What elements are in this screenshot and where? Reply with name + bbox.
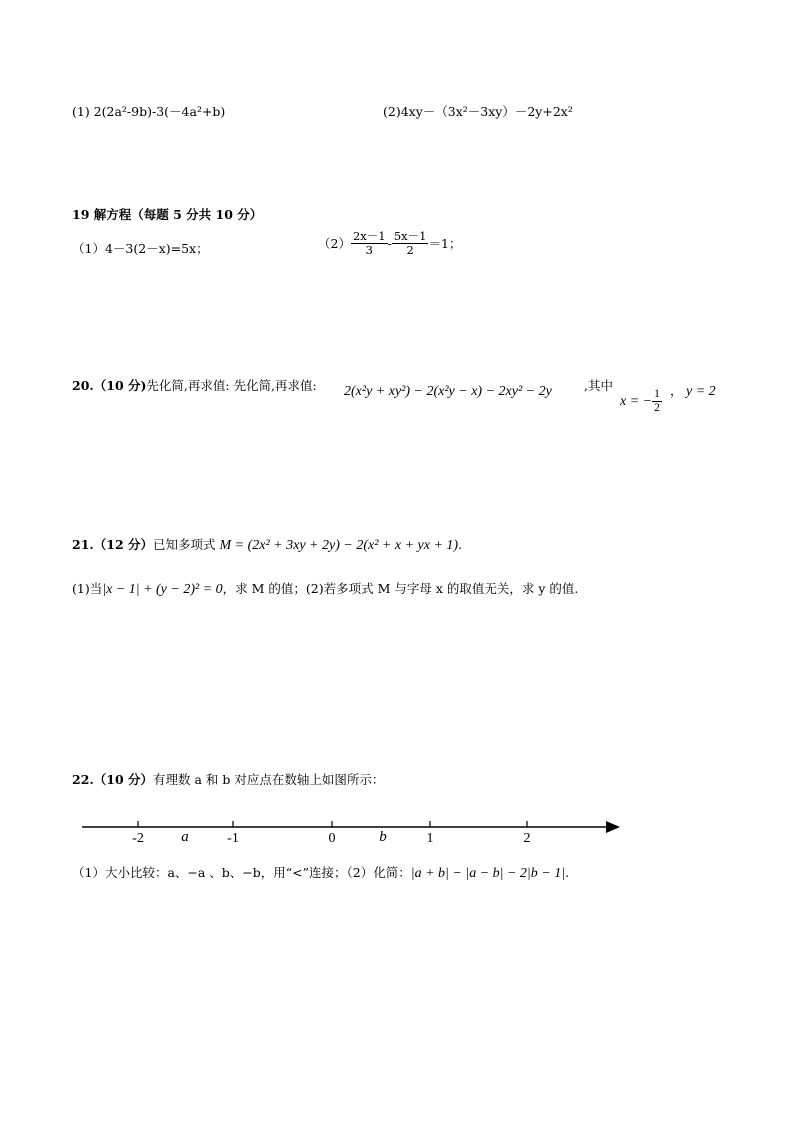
q21-condition: |x − 1| + (y − 2)² = 0 (102, 582, 223, 597)
q19-frac2-numerator: 5x－1 (393, 229, 427, 243)
q19-frac1-denominator: 3 (365, 243, 373, 257)
tick-label-neg1: -1 (227, 831, 239, 846)
q20-line (72, 378, 317, 394)
tick-label-neg2: -2 (132, 831, 144, 846)
q22-part1: （1）大小比较：a、−a 、b、−b，用“<”连接；（2）化简： (72, 865, 411, 880)
q20-separator: ， (670, 383, 683, 398)
q22-line1 (72, 772, 384, 788)
q19-part1: （1）4－3(2－x)=5x； (72, 241, 209, 256)
tick-label-0: 0 (328, 831, 336, 846)
number-line (0, 810, 794, 850)
q19-fraction-1 (351, 230, 388, 257)
q20-y-value: y = 2 (686, 384, 716, 399)
q20-x-value (620, 388, 662, 415)
q20-text: 先化简,再求值: 先化简,再求值: (146, 378, 317, 393)
q20-where: ,其中 (584, 378, 613, 393)
point-a-label: a (181, 829, 189, 845)
q18-part1: (1) 2(2a²-9b)-3(－4a²+b) (72, 104, 226, 119)
q22-end: . (565, 865, 570, 880)
q19-title: 19 解方程（每题 5 分共 10 分） (72, 207, 263, 222)
tick-label-1: 1 (426, 831, 434, 846)
q20-x-lhs: x = − (620, 393, 653, 409)
q22-text: 有理数 a 和 b 对应点在数轴上如图所示： (153, 772, 385, 787)
q18-part2: (2)4xy－（3x²－3xy）－2y+2x² (383, 104, 573, 119)
q20-x-fraction (652, 388, 662, 415)
q19-frac1-numerator: 2x－1 (352, 229, 386, 243)
q19-part2 (318, 230, 461, 257)
tick-label-2: 2 (523, 831, 531, 846)
number-line-arrow (606, 821, 620, 833)
q19-frac2-denominator: 2 (406, 243, 414, 257)
q21-label: 21.（12 分） (72, 537, 153, 552)
q21-p1-suffix: ，求 M 的值；(2)若多项式 M 与字母 x 的取值无关，求 y 的值. (222, 581, 579, 596)
q21-expression: M = (2x² + 3xy + 2y) − 2(x² + x + yx + 1) (219, 538, 459, 553)
q21-end: . (458, 537, 463, 552)
q21-p1-prefix: (1)当 (72, 581, 103, 596)
q19-minus: - (387, 235, 392, 251)
q19-part2-prefix: （2） (318, 235, 351, 251)
q21-intro: 已知多项式 (153, 537, 216, 552)
q22-label: 22.（10 分） (72, 772, 153, 787)
q19-part2-suffix: ＝1； (428, 235, 462, 251)
q20-x-numerator: 1 (654, 388, 660, 400)
q21-line1 (72, 537, 462, 554)
q20-label: 20.（10 分) (72, 378, 147, 393)
q19-fraction-2 (392, 230, 429, 257)
point-b-label: b (379, 829, 387, 845)
q20-x-denominator: 2 (654, 402, 660, 414)
q22-expression: |a + b| − |a − b| − 2|b − 1| (410, 866, 566, 881)
q21-line2 (72, 581, 578, 598)
q22-line2 (72, 865, 569, 882)
q20-expression: 2(x²y + xy²) − 2(x²y − x) − 2xy² − 2y (344, 384, 552, 399)
